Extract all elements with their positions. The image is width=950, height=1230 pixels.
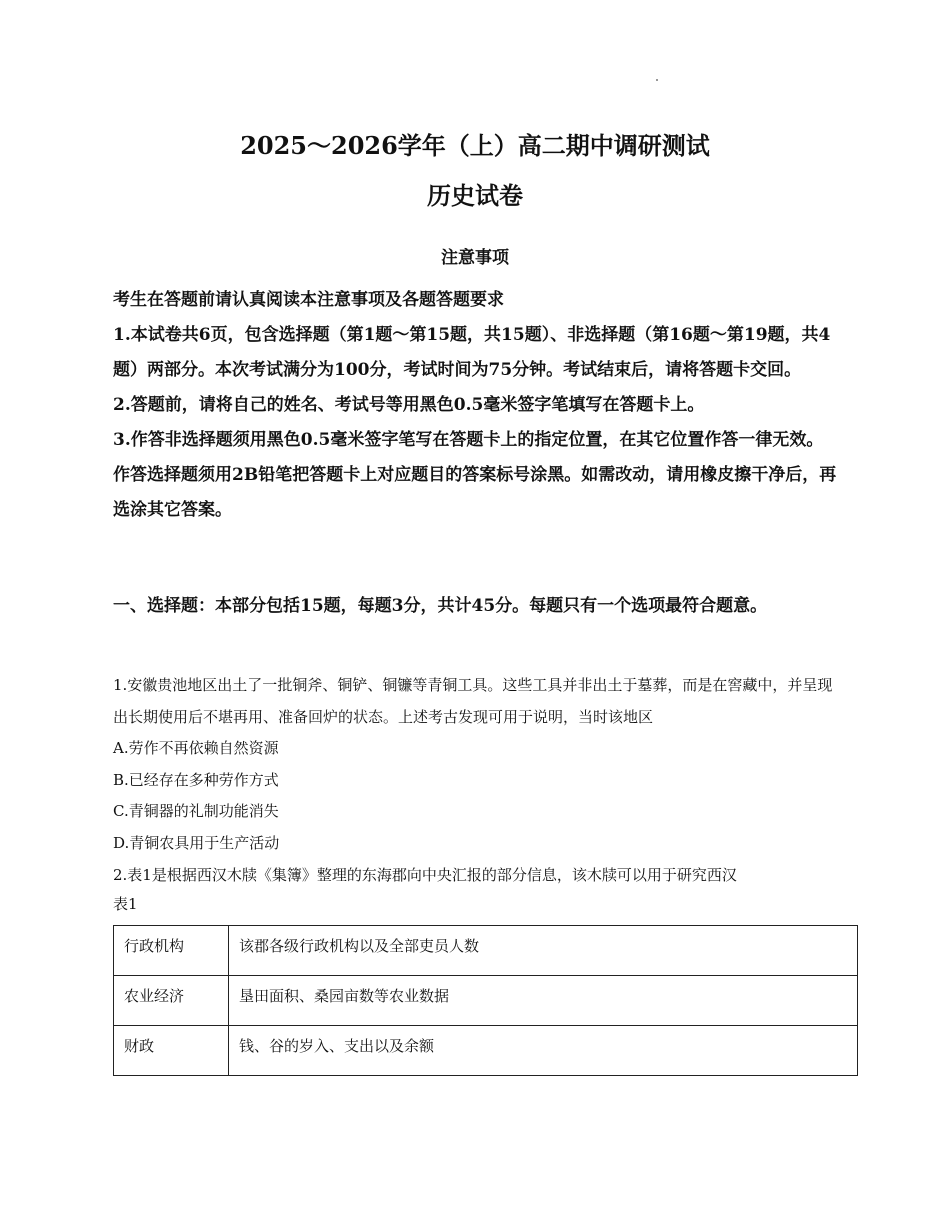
data-table (113, 925, 858, 1076)
question-2-stem: 2.表1是根据西汉木牍《集簿》整理的东海郡向中央汇报的部分信息，该木牍可以用于研究西汉 (113, 866, 737, 884)
question-1-option-d: D.青铜农具用于生产活动 (113, 833, 280, 852)
table-caption: 表1 (113, 895, 138, 913)
scan-speck (656, 79, 658, 81)
table-row (114, 926, 858, 976)
question-1 (113, 669, 833, 891)
exam-title: 2025～2026学年（上）高二期中调研测试 (240, 131, 710, 160)
question-1-option-b: B.已经存在多种劳作方式 (113, 770, 279, 789)
question-1-option-a: A.劳作不再依赖自然资源 (113, 739, 279, 757)
table-cell-category: 农业经济 (114, 976, 229, 1026)
table-cell-category: 行政机构 (114, 926, 229, 976)
notice-heading: 注意事项 (441, 248, 509, 268)
table-row (114, 1026, 858, 1076)
notice-block (113, 283, 839, 528)
table-cell-content: 钱、谷的岁入、支出以及余额 (229, 1026, 858, 1076)
notice-item-3: 3.作答非选择题须用黑色0.5毫米签字笔写在答题卡上的指定位置，在其它位置作答一律无效。作答选择题须用2B铅笔把答题卡上对应题目的答案标号涂黑。如需改动，请用橡皮擦干净后，再选涂其它答案。 (113, 430, 837, 520)
table-row (114, 976, 858, 1026)
notice-item-2: 2.答题前，请将自己的姓名、考试号等用黑色0.5毫米签字笔填写在答题卡上。 (113, 395, 705, 415)
section-heading: 一、选择题：本部分包括15题，每题3分，共计45分。每题只有一个选项最符合题意。 (113, 596, 768, 616)
exam-subtitle: 历史试卷 (427, 181, 523, 210)
table-cell-category: 财政 (114, 1026, 229, 1076)
notice-intro: 考生在答题前请认真阅读本注意事项及各题答题要求 (113, 290, 504, 310)
question-1-option-c: C.青铜器的礼制功能消失 (113, 802, 279, 820)
notice-item-1: 1.本试卷共6页，包含选择题（第1题～第15题，共15题）、非选择题（第16题～第19题，共4题）两部分。本次考试满分为100分，考试时间为75分钟。考试结束后，请将答题卡交回。 (113, 325, 831, 380)
question-1-stem: 1.安徽贵池地区出土了一批铜斧、铜铲、铜镰等青铜工具。这些工具并非出土于墓葬，而是在窖藏中，并呈现出长期使用后不堪再用、准备回炉的状态。上述考古发现可用于说明，当时该地区 (113, 676, 833, 726)
table-cell-content: 垦田面积、桑园亩数等农业数据 (229, 976, 858, 1026)
table-cell-content: 该郡各级行政机构以及全部吏员人数 (229, 926, 858, 976)
